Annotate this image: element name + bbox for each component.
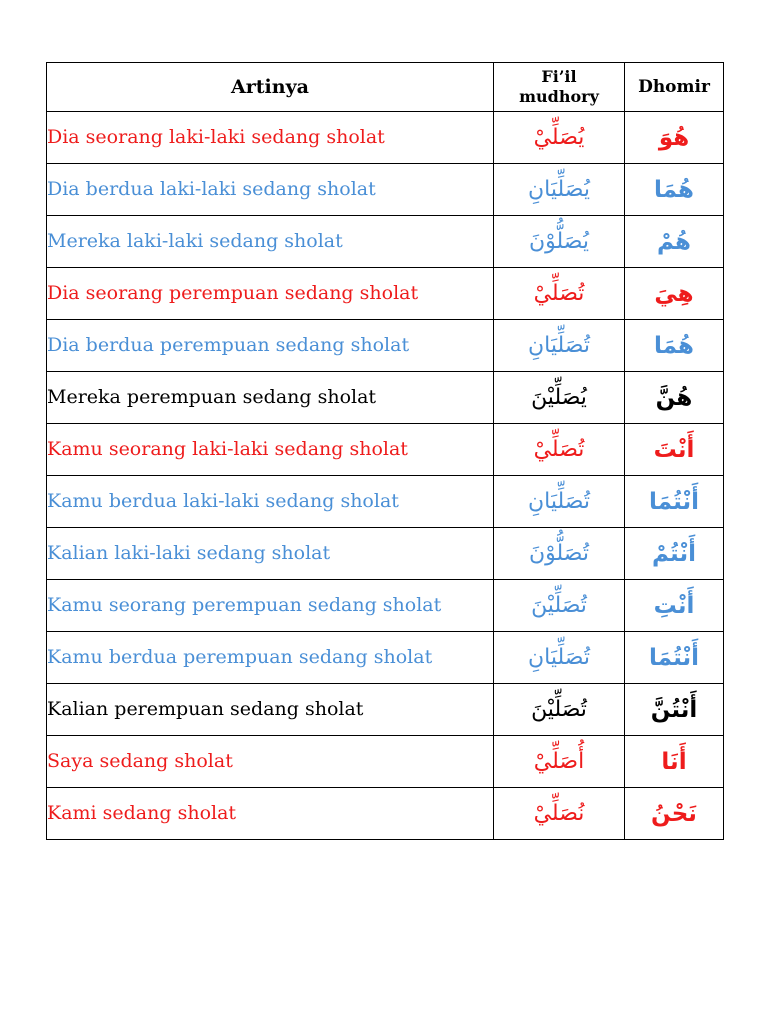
artinya-cell: Mereka perempuan sedang sholat <box>47 372 494 424</box>
table-row <box>47 632 724 684</box>
artinya-cell: Kalian perempuan sedang sholat <box>47 684 494 736</box>
artinya-cell: Kamu berdua perempuan sedang sholat <box>47 632 494 684</box>
table-row <box>47 476 724 528</box>
dhomir-cell: هِيَ <box>625 268 724 320</box>
artinya-cell: Kamu seorang perempuan sedang sholat <box>47 580 494 632</box>
artinya-cell: Dia seorang laki-laki sedang sholat <box>47 112 494 164</box>
artinya-cell: Kalian laki-laki sedang sholat <box>47 528 494 580</box>
fiil-mudhory-cell: نُصَلِّيْ <box>494 788 625 840</box>
header-fiil-mudhory <box>494 63 625 112</box>
dhomir-cell: أَنْتُمْ <box>625 528 724 580</box>
table-row <box>47 580 724 632</box>
table-row <box>47 424 724 476</box>
fiil-mudhory-cell: تُصَلُّوْنَ <box>494 528 625 580</box>
dhomir-cell: أَنْتَ <box>625 424 724 476</box>
header-dhomir: Dhomir <box>625 63 724 112</box>
table-row <box>47 528 724 580</box>
table-row <box>47 736 724 788</box>
artinya-cell: Dia seorang perempuan sedang sholat <box>47 268 494 320</box>
artinya-cell: Dia berdua perempuan sedang sholat <box>47 320 494 372</box>
fiil-mudhory-cell: تُصَلِّيْ <box>494 268 625 320</box>
table-body <box>47 112 724 840</box>
artinya-cell: Mereka laki-laki sedang sholat <box>47 216 494 268</box>
fiil-mudhory-cell: تُصَلِّيَانِ <box>494 476 625 528</box>
fiil-mudhory-cell: تُصَلِّيْنَ <box>494 580 625 632</box>
table-row <box>47 164 724 216</box>
header-fiil-line2: mudhory <box>519 87 599 106</box>
table-row <box>47 268 724 320</box>
dhomir-cell: أَنْتُمَا <box>625 476 724 528</box>
fiil-mudhory-cell: تُصَلِّيْنَ <box>494 684 625 736</box>
table-row <box>47 788 724 840</box>
header-artinya: Artinya <box>47 63 494 112</box>
header-fiil-line1: Fi’il <box>541 67 577 86</box>
fiil-mudhory-cell: يُصَلِّيْنَ <box>494 372 625 424</box>
artinya-cell: Kamu berdua laki-laki sedang sholat <box>47 476 494 528</box>
dhomir-cell: هُمْ <box>625 216 724 268</box>
dhomir-cell: نَحْنُ <box>625 788 724 840</box>
dhomir-cell: أَنْتُمَا <box>625 632 724 684</box>
artinya-cell: Saya sedang sholat <box>47 736 494 788</box>
dhomir-cell: أَنْتِ <box>625 580 724 632</box>
fiil-mudhory-cell: يُصَلِّيْ <box>494 112 625 164</box>
dhomir-cell: أَنْتُنَّ <box>625 684 724 736</box>
fiil-mudhory-cell: تُصَلِّيَانِ <box>494 632 625 684</box>
table-row <box>47 372 724 424</box>
artinya-cell: Dia berdua laki-laki sedang sholat <box>47 164 494 216</box>
fiil-mudhory-cell: يُصَلُّوْنَ <box>494 216 625 268</box>
dhomir-cell: هُوَ <box>625 112 724 164</box>
fiil-mudhory-cell: تُصَلِّيَانِ <box>494 320 625 372</box>
dhomir-cell: هُمَا <box>625 164 724 216</box>
fiil-mudhory-cell: يُصَلِّيَانِ <box>494 164 625 216</box>
artinya-cell: Kami sedang sholat <box>47 788 494 840</box>
fiil-mudhory-cell: أُصَلِّيْ <box>494 736 625 788</box>
dhomir-cell: أَنَا <box>625 736 724 788</box>
dhomir-cell: هُمَا <box>625 320 724 372</box>
table-row <box>47 684 724 736</box>
conjugation-table <box>46 62 724 840</box>
table-row <box>47 216 724 268</box>
table-row <box>47 320 724 372</box>
header-row <box>47 63 724 112</box>
dhomir-cell: هُنَّ <box>625 372 724 424</box>
artinya-cell: Kamu seorang laki-laki sedang sholat <box>47 424 494 476</box>
table-row <box>47 112 724 164</box>
fiil-mudhory-cell: تُصَلِّيْ <box>494 424 625 476</box>
